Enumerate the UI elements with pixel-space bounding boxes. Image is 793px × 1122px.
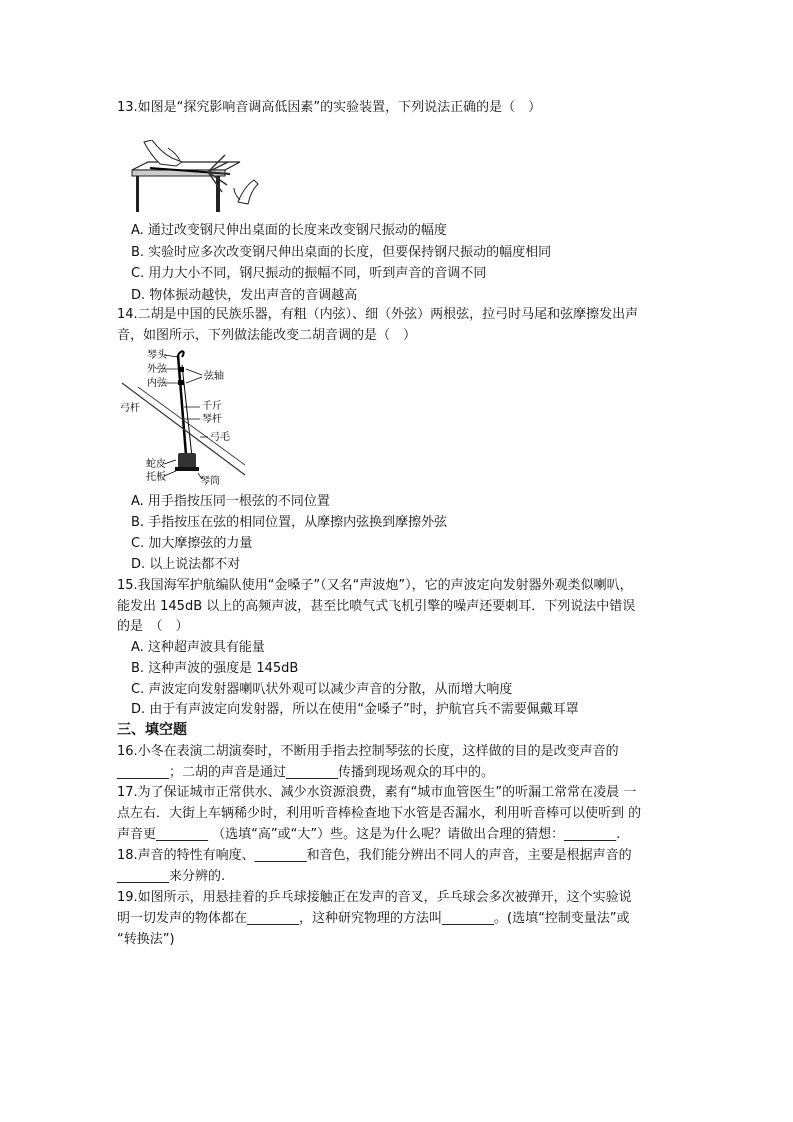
label-qintou: 琴头 bbox=[147, 350, 167, 361]
q19-line2: 明一切发声的物体都在________，这种研究物理的方法叫________。(选填“控制变量法”或 bbox=[117, 911, 630, 926]
label-gonggan: 弓杆 bbox=[120, 403, 140, 414]
label-qianjin: 千斤 bbox=[202, 401, 222, 412]
q15-stem-line2: 能发出 145dB 以上的高频声波，甚至比喷气式飞机引擎的噪声还要刺耳．下列说法中错误 bbox=[117, 599, 636, 614]
q19-line1: 19.如图所示，用悬挂着的乒乓球接触正在发声的音叉，乒乓球会多次被弹开，这个实验说 bbox=[117, 890, 632, 905]
q14-option-d: D. 以上说法都不对 bbox=[131, 557, 241, 572]
q18-line2: ________来分辨的. bbox=[117, 869, 226, 884]
section-heading: 三、填空题 bbox=[117, 722, 187, 738]
label-tuoban: 托板 bbox=[146, 472, 166, 483]
q15-option-a: A. 这种超声波具有能量 bbox=[131, 640, 265, 655]
label-gongmao: 弓毛 bbox=[210, 432, 230, 443]
q13-option-b: B. 实验时应多次改变钢尺伸出桌面的长度，但要保持钢尺振动的幅度相同 bbox=[131, 245, 552, 260]
label-qingan: 琴杆 bbox=[202, 414, 222, 425]
erhu-figure bbox=[120, 345, 250, 485]
label-shepi: 蛇皮 bbox=[146, 459, 166, 470]
q19-line3: “转换法”) bbox=[117, 932, 175, 947]
q14-option-c: C. 加大摩擦弦的力量 bbox=[131, 536, 253, 551]
label-neixian: 内弦 bbox=[147, 378, 167, 389]
q14-option-a: A. 用手指按压同一根弦的不同位置 bbox=[131, 494, 330, 509]
label-xianzhou: 弦轴 bbox=[204, 371, 224, 382]
q13-stem: 13.如图是“探究影响音调高低因素”的实验装置，下列说法正确的是（ ） bbox=[117, 100, 542, 115]
q13-option-a: A. 通过改变钢尺伸出桌面的长度来改变钢尺振动的幅度 bbox=[131, 223, 447, 238]
q14-stem-line2: 音，如图所示，下列做法能改变二胡音调的是（ ） bbox=[117, 328, 417, 343]
q15-option-b: B. 这种声波的强度是 145dB bbox=[131, 661, 299, 676]
q15-option-c: C. 声波定向发射器喇叭状外观可以减少声音的分散，从而增大响度 bbox=[131, 682, 513, 697]
q13-option-d: D. 物体振动越快，发出声音的音调越高 bbox=[131, 288, 358, 303]
q15-option-d: D. 由于有声波定向发射器，所以在使用“金嗓子”时，护航官兵不需要佩戴耳罩 bbox=[131, 702, 579, 717]
label-qintong: 琴筒 bbox=[200, 476, 220, 485]
q16-line1: 16.小冬在表演二胡演奏时，不断用手指去控制琴弦的长度，这样做的目的是改变声音的 bbox=[117, 744, 619, 759]
ruler-experiment-figure bbox=[130, 140, 265, 215]
q13-option-c: C. 用力大小不同，钢尺振动的振幅不同，听到声音的音调不同 bbox=[131, 266, 487, 281]
q15-stem-line3: 的是 （ ） bbox=[117, 619, 189, 634]
q18-line1: 18.声音的特性有响度、________和音色，我们能分辨出不同人的声音，主要是根据声音的 bbox=[117, 848, 632, 863]
q17-line3: 声音更________ （选填“高”或“大”）些。这是为什么呢？请做出合理的猜想：________. bbox=[117, 827, 621, 842]
q17-line2: 点左右．大街上车辆稀少时，利用听音棒检查地下水管是否漏水，利用听音棒可以使听到 的 bbox=[117, 806, 642, 821]
q14-option-b: B. 手指按压在弦的相同位置，从摩擦内弦换到摩擦外弦 bbox=[131, 515, 448, 530]
q16-line2: ________；二胡的声音是通过________传播到现场观众的耳中的。 bbox=[117, 765, 495, 780]
q14-stem-line1: 14.二胡是中国的民族乐器，有粗（内弦）、细（外弦）两根弦，拉弓时马尾和弦摩擦发出声 bbox=[117, 307, 639, 322]
label-waixian: 外弦 bbox=[147, 364, 167, 375]
q17-line1: 17.为了保证城市正常供水、减少水资源浪费，素有“城市血管医生”的听漏工常常在凌晨 一 bbox=[117, 785, 637, 800]
q15-stem-line1: 15.我国海军护航编队使用“金嗓子”（又名“声波炮”），它的声波定向发射器外观类似喇叭， bbox=[117, 578, 633, 593]
